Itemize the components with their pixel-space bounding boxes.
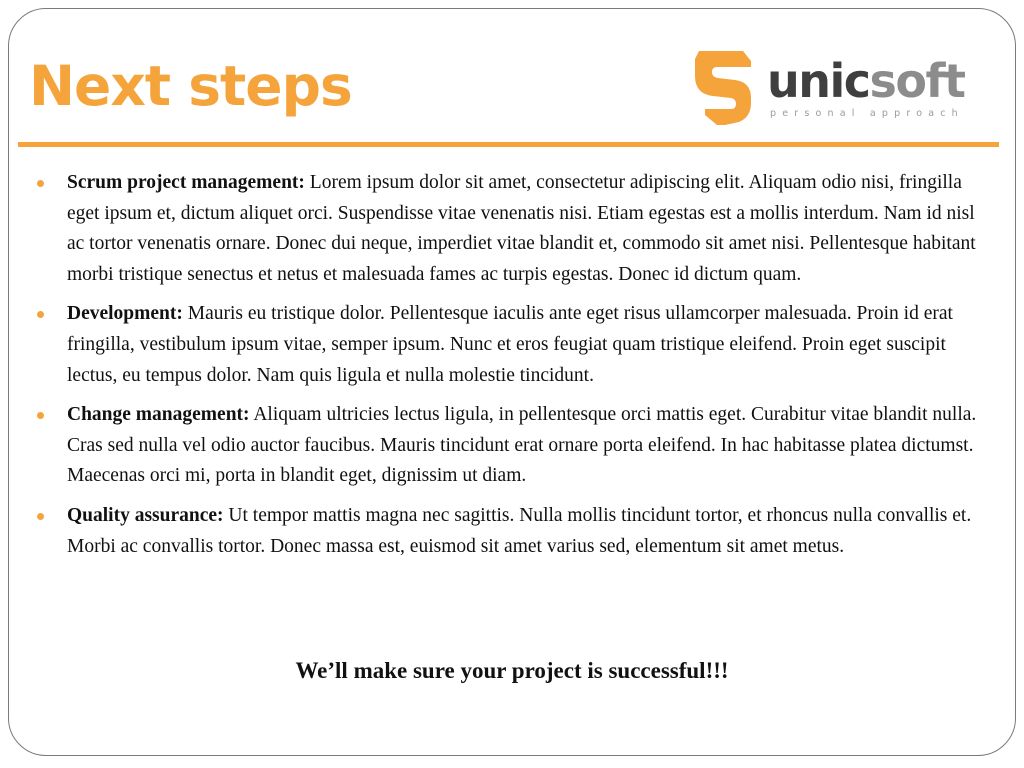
logo-tagline: personal approach (770, 108, 964, 119)
bullet-label: Development: (67, 303, 183, 325)
closing-statement: We’ll make sure your project is successful!!! (295, 658, 729, 683)
bullet-text: Mauris eu tristique dolor. Pellentesque iaculis ante eget risus ullamcorper malesuada. Proin id erat fringilla, vestibulum ipsum vitae, semper ipsum. Nunc et eros feugiat quam tristique eleifend. Proin eget suscipit lectus, eu tempus dolor. Nam quis ligula et nulla molestie tincidunt. (67, 303, 953, 386)
logo-wordmark (767, 53, 965, 109)
bullet-dot-icon (37, 412, 44, 419)
bullet-item (35, 400, 995, 492)
bullet-text: Aliquam ultricies lectus ligula, in pellentesque orci mattis eget. Curabitur vitae blandit nulla. Cras sed nulla vel odio auctor faucibus. Mauris tincidunt erat ornare porta eleifend. In hac habitasse platea dictumst. Maecenas orci mi, porta in blandit eget, dignissim ut diam. (67, 404, 977, 487)
bullet-dot-icon (37, 180, 44, 187)
company-logo (691, 51, 981, 125)
bullet-text: Lorem ipsum dolor sit amet, consectetur adipiscing elit. Aliquam odio nisi, fringilla eget ipsum et, dictum aliquet orci. Suspendisse vitae venenatis nisi. Etiam egestas est a mollis interdum. Nam id nisl ac tortor venenatis ornare. Donec dui neque, imperdiet vitae blandit et, commodo sit amet nisi. Pellentesque habitant morbi tristique senectus et netus et malesuada fames ac turpis egestas. Donec id dictum quam. (67, 172, 976, 285)
bullet-item (35, 501, 995, 562)
bullet-label: Scrum project management: (67, 172, 305, 193)
slide-title: Next steps (29, 54, 352, 118)
title-underline (18, 142, 999, 147)
bullet-label: Change management: (67, 404, 250, 426)
bullet-text: Ut tempor mattis magna nec sagittis. Nulla mollis tincidunt tortor, et rhoncus nulla convallis et. Morbi ac convallis tortor. Donec massa est, euismod sit amet varius sed, elementum sit amet metus. (67, 504, 972, 557)
bullet-list (35, 168, 995, 571)
bullet-item (35, 168, 995, 290)
bullet-dot-icon (37, 513, 44, 520)
bullet-item (35, 299, 995, 391)
logo-word-light: soft (869, 54, 965, 108)
bullet-dot-icon (37, 311, 44, 318)
bullet-label: Quality assurance: (67, 504, 224, 526)
logo-word-dark: unic (767, 54, 870, 108)
logo-s-icon (691, 51, 751, 125)
